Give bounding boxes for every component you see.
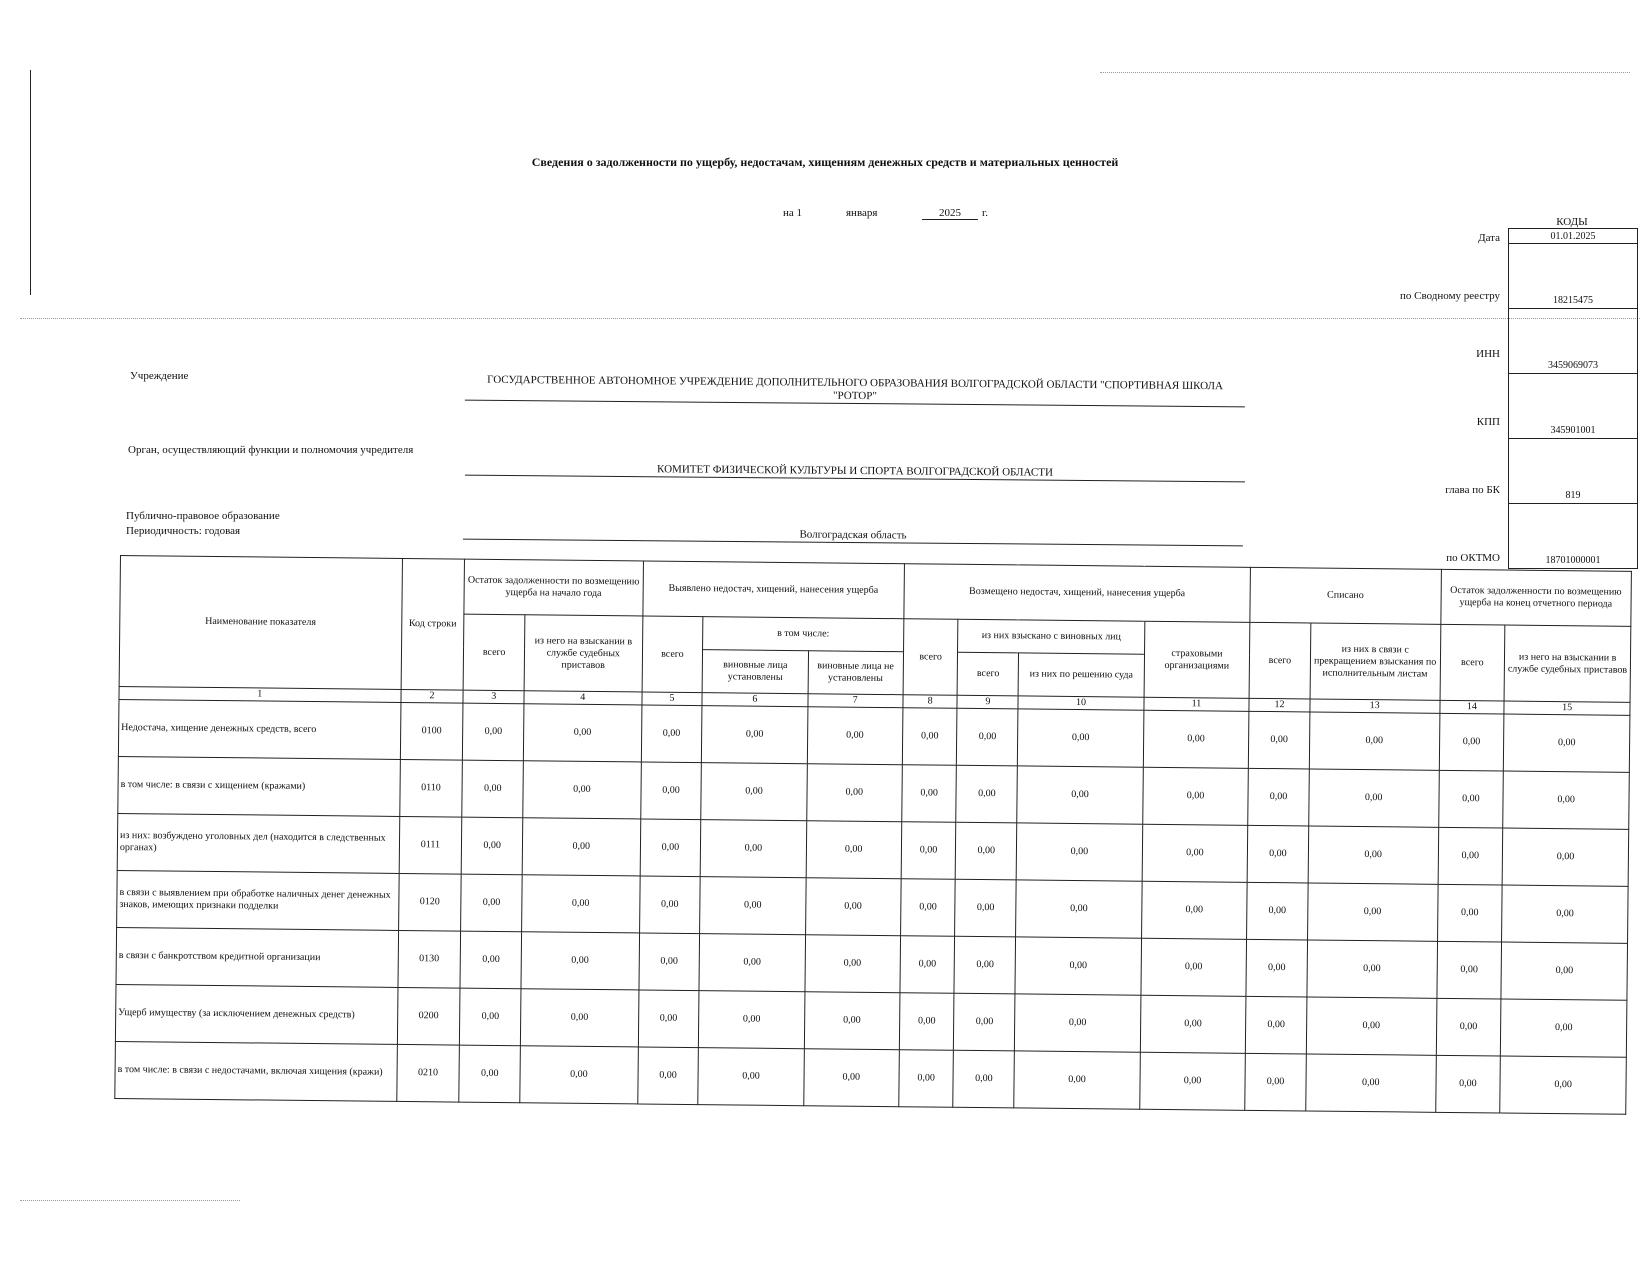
row-value-cell: 0,00 <box>1245 996 1306 1054</box>
row-value-cell: 0,00 <box>1306 997 1436 1055</box>
row-value-cell: 0,00 <box>1307 883 1437 941</box>
row-value-cell: 0,00 <box>461 874 522 932</box>
col-code-header: Код строки <box>401 558 465 690</box>
row-value-cell: 0,00 <box>1308 826 1438 884</box>
group-opening-balance: Остаток задолженности по возмещению ущерба на начало года <box>464 559 643 616</box>
report-title: Сведения о задолженности по ущербу, недостачам, хищениям денежных средств и материальных ценностей <box>531 155 1119 169</box>
col-number: 1 <box>119 686 401 702</box>
row-value-cell: 0,00 <box>1246 939 1307 997</box>
row-name: в связи с банкротством кредитной организации <box>116 927 398 987</box>
row-value-cell: 0,00 <box>1140 995 1246 1053</box>
code-cell-registry <box>1509 243 1637 308</box>
g4-exec-header: из них в связи с прекращением взыскания по исполнительным листам <box>1310 623 1440 700</box>
g5-bailiff-header: из него на взыскании в службе судебных приставов <box>1504 625 1630 702</box>
row-value-cell: 0,00 <box>1306 1054 1436 1112</box>
col-number: 2 <box>401 689 464 703</box>
row-name: в том числе: в связи с недостачами, включая хищения (кражи) <box>115 1041 397 1101</box>
code-value: 18215475 <box>1553 295 1593 306</box>
col-number: 12 <box>1249 698 1310 712</box>
row-value-cell: 0,00 <box>956 765 1017 823</box>
codes-box <box>1508 228 1638 569</box>
g2-including-header: в том числе: <box>703 617 904 652</box>
row-value-cell: 0,00 <box>700 877 806 935</box>
row-value-cell: 0,00 <box>954 936 1015 994</box>
row-value-cell: 0,00 <box>522 818 640 876</box>
row-value-cell: 0,00 <box>1502 828 1628 886</box>
code-cell-kpp <box>1509 373 1637 438</box>
scan-dotted-line <box>20 1200 240 1201</box>
row-value-cell: 0,00 <box>460 988 521 1046</box>
row-value-cell: 0,00 <box>463 703 524 761</box>
g2-unknown-header: виновные лица не установлены <box>808 651 904 695</box>
table-body <box>115 699 1630 1114</box>
row-value-cell: 0,00 <box>902 708 957 766</box>
row-value-cell: 0,00 <box>1439 713 1504 771</box>
row-value-cell: 0,00 <box>523 761 641 819</box>
date-suffix: г. <box>982 207 989 219</box>
row-value-cell: 0,00 <box>902 765 957 823</box>
g3-court-header: из них по решению суда <box>1018 653 1144 697</box>
g4-total-header: всего <box>1249 622 1311 699</box>
code-cell-date <box>1509 228 1637 243</box>
row-value-cell: 0,00 <box>699 991 805 1049</box>
row-value-cell: 0,00 <box>1143 767 1249 825</box>
row-value-cell: 0,00 <box>701 763 807 821</box>
row-value-cell: 0,00 <box>521 932 639 990</box>
code-label-bk: глава по БК <box>1445 484 1500 496</box>
col-number: 7 <box>808 694 903 708</box>
public-entity-value: Волгоградская область <box>463 526 1243 547</box>
row-value-cell: 0,00 <box>1503 771 1629 829</box>
g3-culprits-header: из них взыскано с виновных лиц <box>958 619 1145 654</box>
codes-header: КОДЫ <box>1556 216 1588 228</box>
institution-label: Учреждение <box>130 370 189 382</box>
g1-bailiff-header: из него на взыскании в службе судебных приставов <box>524 615 642 692</box>
row-value-cell: 0,00 <box>1501 999 1627 1057</box>
row-value-cell: 0,00 <box>806 764 902 822</box>
code-value: 819 <box>1565 490 1581 501</box>
row-value-cell: 0,00 <box>1014 1051 1140 1109</box>
founder-label: Орган, осуществляющий функции и полномочия учредителя <box>128 444 414 456</box>
row-value-cell: 0,00 <box>1309 769 1439 827</box>
row-value-cell: 0,00 <box>640 762 701 820</box>
row-value-cell: 0,00 <box>955 879 1016 937</box>
col-number: 4 <box>524 691 642 705</box>
row-value-cell: 0,00 <box>459 1045 520 1103</box>
row-value-cell: 0,00 <box>805 935 901 993</box>
scan-edge-line <box>30 70 31 295</box>
row-value-cell: 0,00 <box>1247 882 1308 940</box>
code-cell-inn <box>1509 308 1637 373</box>
code-value: 18701000001 <box>1545 555 1601 566</box>
row-value-cell: 0,00 <box>460 931 521 989</box>
row-value-cell: 0,00 <box>807 707 903 765</box>
row-value-cell: 0,00 <box>639 876 700 934</box>
date-year: 2025 <box>922 207 978 220</box>
col-name-header: Наименование показателя <box>119 556 402 690</box>
code-label-inn: ИНН <box>1476 348 1500 360</box>
row-value-cell: 0,00 <box>1245 1053 1306 1111</box>
row-value-cell: 0,00 <box>1015 937 1141 995</box>
row-value-cell: 0,00 <box>638 990 699 1048</box>
code-cell-bk <box>1509 438 1637 503</box>
col-number: 5 <box>641 692 702 706</box>
row-value-cell: 0,00 <box>956 822 1017 880</box>
row-value-cell: 0,00 <box>1247 825 1308 883</box>
row-value-cell: 0,00 <box>1307 940 1437 998</box>
row-value-cell: 0,00 <box>1143 710 1249 768</box>
row-value-cell: 0,00 <box>805 878 901 936</box>
row-value-cell: 0,00 <box>522 875 640 933</box>
row-value-cell: 0,00 <box>1435 1055 1500 1113</box>
g3-cul-total-header: всего <box>958 652 1019 696</box>
col-number: 11 <box>1144 697 1249 711</box>
row-name: Недостача, хищение денежных средств, всего <box>118 699 400 759</box>
col-number: 13 <box>1310 699 1440 713</box>
row-value-cell: 0,00 <box>1309 712 1439 770</box>
date-month: января <box>846 207 878 219</box>
code-label-oktmo: по ОКТМО <box>1446 552 1500 564</box>
row-value-cell: 0,00 <box>639 933 700 991</box>
row-value-cell: 0,00 <box>953 1050 1014 1108</box>
row-value-cell: 0,00 <box>1437 884 1502 942</box>
row-value-cell: 0,00 <box>900 879 955 937</box>
row-value-cell: 0,00 <box>637 1047 698 1105</box>
g3-insurance-header: страховыми организациями <box>1144 621 1250 698</box>
row-code: 0111 <box>399 816 462 874</box>
code-label-kpp: КПП <box>1476 416 1500 428</box>
row-code: 0110 <box>399 759 462 817</box>
row-value-cell: 0,00 <box>804 992 900 1050</box>
code-value: 3459069073 <box>1548 360 1598 371</box>
row-value-cell: 0,00 <box>900 936 955 994</box>
row-value-cell: 0,00 <box>899 1050 954 1108</box>
row-value-cell: 0,00 <box>1248 768 1309 826</box>
g2-total-header: всего <box>642 616 704 693</box>
institution-value: ГОСУДАРСТВЕННОЕ АВТОНОМНОЕ УЧРЕЖДЕНИЕ ДОПОЛНИТЕЛЬНОГО ОБРАЗОВАНИЯ ВОЛГОГРАДСКОЙ ОБЛАСТИ "СПОРТИВНАЯ ШКОЛА "РОТОР" <box>465 374 1245 408</box>
row-value-cell: 0,00 <box>1436 998 1501 1056</box>
row-value-cell: 0,00 <box>1141 881 1247 939</box>
row-value-cell: 0,00 <box>1438 770 1503 828</box>
col-number: 14 <box>1439 700 1504 714</box>
row-value-cell: 0,00 <box>954 993 1015 1051</box>
date-prefix: на 1 <box>783 207 803 219</box>
row-value-cell: 0,00 <box>523 704 641 762</box>
public-entity-label: Публично-правовое образование <box>126 510 280 522</box>
row-value-cell: 0,00 <box>520 1046 638 1104</box>
row-code: 0130 <box>398 930 461 988</box>
group-closing-balance: Остаток задолженности по возмещению ущерба на конец отчетного периода <box>1440 569 1631 626</box>
row-value-cell: 0,00 <box>699 934 805 992</box>
group-written-off: Списано <box>1250 567 1441 624</box>
row-value-cell: 0,00 <box>1141 938 1247 996</box>
row-value-cell: 0,00 <box>1017 766 1143 824</box>
row-value-cell: 0,00 <box>806 821 902 879</box>
col-number: 9 <box>957 695 1018 709</box>
row-value-cell: 0,00 <box>1016 823 1142 881</box>
periodicity-label: Периодичность: годовая <box>126 525 241 537</box>
row-value-cell: 0,00 <box>1015 994 1141 1052</box>
row-value-cell: 0,00 <box>640 819 701 877</box>
row-value-cell: 0,00 <box>698 1048 804 1106</box>
row-value-cell: 0,00 <box>702 706 808 764</box>
scan-dotted-line <box>1100 72 1630 73</box>
row-code: 0120 <box>398 873 461 931</box>
row-name: в том числе: в связи с хищением (кражами) <box>118 756 400 816</box>
scan-dotted-line <box>20 318 1640 319</box>
g3-total-header: всего <box>903 619 958 696</box>
row-value-cell: 0,00 <box>899 993 954 1051</box>
founder-value: КОМИТЕТ ФИЗИЧЕСКОЙ КУЛЬТУРЫ И СПОРТА ВОЛГОГРАДСКОЙ ОБЛАСТИ <box>465 462 1245 483</box>
code-label-registry: по Сводному реестру <box>1400 290 1500 302</box>
row-name: Ущерб имуществу (за исключением денежных средств) <box>115 984 397 1044</box>
row-value-cell: 0,00 <box>957 708 1018 766</box>
row-code: 0210 <box>396 1044 459 1102</box>
row-code: 0200 <box>397 987 460 1045</box>
row-value-cell: 0,00 <box>1436 941 1501 999</box>
g2-known-header: виновные лица установлены <box>702 650 808 694</box>
code-value: 345901001 <box>1550 425 1596 436</box>
col-number: 10 <box>1018 696 1144 710</box>
group-detected: Выявлено недостач, хищений, нанесения ущерба <box>642 561 904 619</box>
row-value-cell: 0,00 <box>1140 1052 1246 1110</box>
row-name: в связи с выявлением при обработке наличных денег денежных знаков, имеющих признаки подделки <box>117 870 399 930</box>
row-value-cell: 0,00 <box>700 820 806 878</box>
row-value-cell: 0,00 <box>1502 885 1628 943</box>
col-number: 3 <box>463 690 524 704</box>
row-value-cell: 0,00 <box>520 989 638 1047</box>
row-value-cell: 0,00 <box>1016 880 1142 938</box>
g5-total-header: всего <box>1440 624 1506 701</box>
row-value-cell: 0,00 <box>1142 824 1248 882</box>
header-row-1 <box>120 556 1631 627</box>
col-number: 8 <box>903 695 958 709</box>
group-compensated: Возмещено недостач, хищений, нанесения ущерба <box>904 564 1251 623</box>
row-code: 0100 <box>400 702 463 760</box>
code-cell-oktmo <box>1509 503 1637 568</box>
code-label-date: Дата <box>1478 232 1500 244</box>
row-name: из них: возбуждено уголовных дел (находится в следственных органах) <box>117 813 399 873</box>
row-value-cell: 0,00 <box>461 817 522 875</box>
row-value-cell: 0,00 <box>1501 942 1627 1000</box>
row-value-cell: 0,00 <box>1500 1056 1626 1114</box>
row-value-cell: 0,00 <box>1438 827 1503 885</box>
code-value: 01.01.2025 <box>1550 231 1596 242</box>
row-value-cell: 0,00 <box>1504 714 1630 772</box>
debt-table <box>114 555 1632 1115</box>
row-value-cell: 0,00 <box>901 822 956 880</box>
row-value-cell: 0,00 <box>803 1049 899 1107</box>
row-value-cell: 0,00 <box>1018 709 1144 767</box>
row-value-cell: 0,00 <box>462 760 523 818</box>
row-value-cell: 0,00 <box>1248 711 1309 769</box>
g1-total-header: всего <box>463 614 525 691</box>
row-value-cell: 0,00 <box>641 705 702 763</box>
col-number: 15 <box>1504 701 1630 715</box>
col-number: 6 <box>702 693 807 707</box>
